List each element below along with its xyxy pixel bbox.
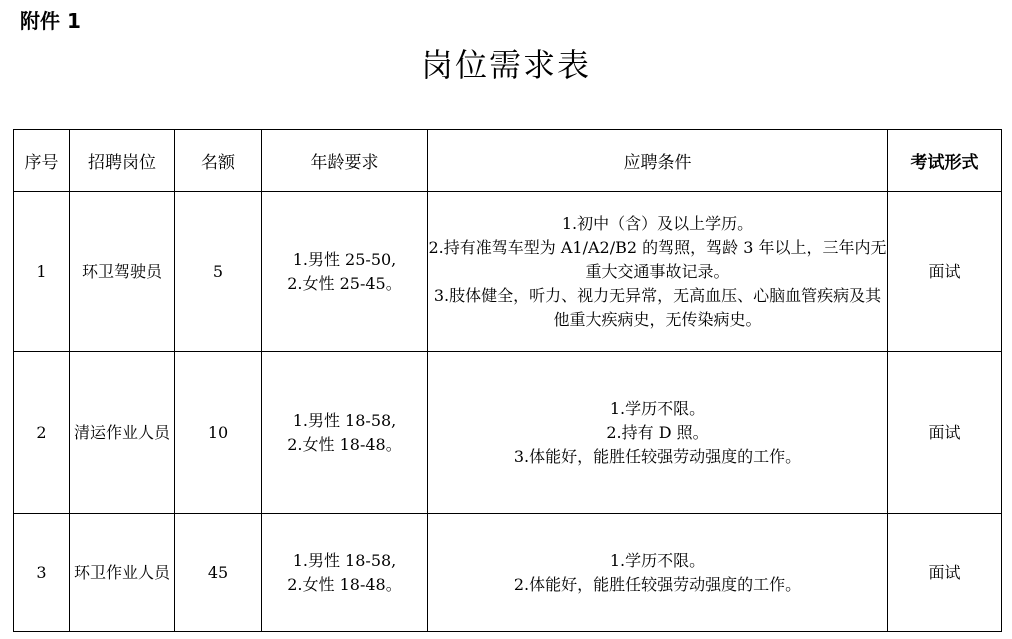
cell-position: 环卫作业人员 [70, 514, 175, 632]
page-title: 岗位需求表 [420, 46, 591, 84]
header-position: 招聘岗位 [70, 130, 175, 192]
position-requirements-table [13, 129, 1002, 632]
table-header-row [14, 130, 1002, 192]
cell-exam: 面试 [888, 514, 1002, 632]
cell-age [262, 352, 428, 514]
cell-quota: 10 [175, 352, 262, 514]
table-row [14, 352, 1002, 514]
cell-position: 环卫驾驶员 [70, 192, 175, 352]
condition-line: 1.初中（含）及以上学历。 [561, 213, 754, 233]
age-line: 2.女性 18-48。 [287, 434, 402, 454]
condition-line: 3.体能好，能胜任较强劳动强度的工作。 [513, 446, 802, 466]
table-row [14, 514, 1002, 632]
age-line: 2.女性 18-48。 [287, 574, 402, 594]
condition-line: 2.持有 D 照。 [606, 422, 709, 442]
condition-line: 2.体能好，能胜任较强劳动强度的工作。 [513, 574, 802, 594]
condition-line: 1.学历不限。 [609, 398, 706, 418]
cell-quota: 45 [175, 514, 262, 632]
condition-line: 1.学历不限。 [609, 550, 706, 570]
header-exam: 考试形式 [888, 130, 1002, 192]
cell-age [262, 514, 428, 632]
attachment-label: 附件 1 [20, 9, 81, 33]
age-line: 1.男性 18-58, [292, 550, 397, 570]
age-line: 1.男性 25-50, [292, 249, 397, 269]
cell-conditions [428, 192, 888, 352]
condition-line: 2.持有准驾车型为 A1/A2/B2 的驾照，驾龄 3 年以上，三年内无重大交通事故记录。 [428, 237, 887, 281]
age-line: 2.女性 25-45。 [287, 273, 402, 293]
cell-quota: 5 [175, 192, 262, 352]
header-quota: 名额 [175, 130, 262, 192]
cell-exam: 面试 [888, 192, 1002, 352]
cell-conditions [428, 514, 888, 632]
table-row [14, 192, 1002, 352]
header-seq: 序号 [14, 130, 70, 192]
cell-seq: 1 [14, 192, 70, 352]
cell-exam: 面试 [888, 352, 1002, 514]
cell-position: 清运作业人员 [70, 352, 175, 514]
cell-seq: 3 [14, 514, 70, 632]
cell-age [262, 192, 428, 352]
age-line: 1.男性 18-58, [292, 410, 397, 430]
cell-conditions [428, 352, 888, 514]
condition-line: 3.肢体健全，听力、视力无异常，无高血压、心脑血管疾病及其他重大疾病史，无传染病史。 [433, 285, 882, 329]
cell-seq: 2 [14, 352, 70, 514]
header-conditions: 应聘条件 [428, 130, 888, 192]
header-age: 年龄要求 [262, 130, 428, 192]
